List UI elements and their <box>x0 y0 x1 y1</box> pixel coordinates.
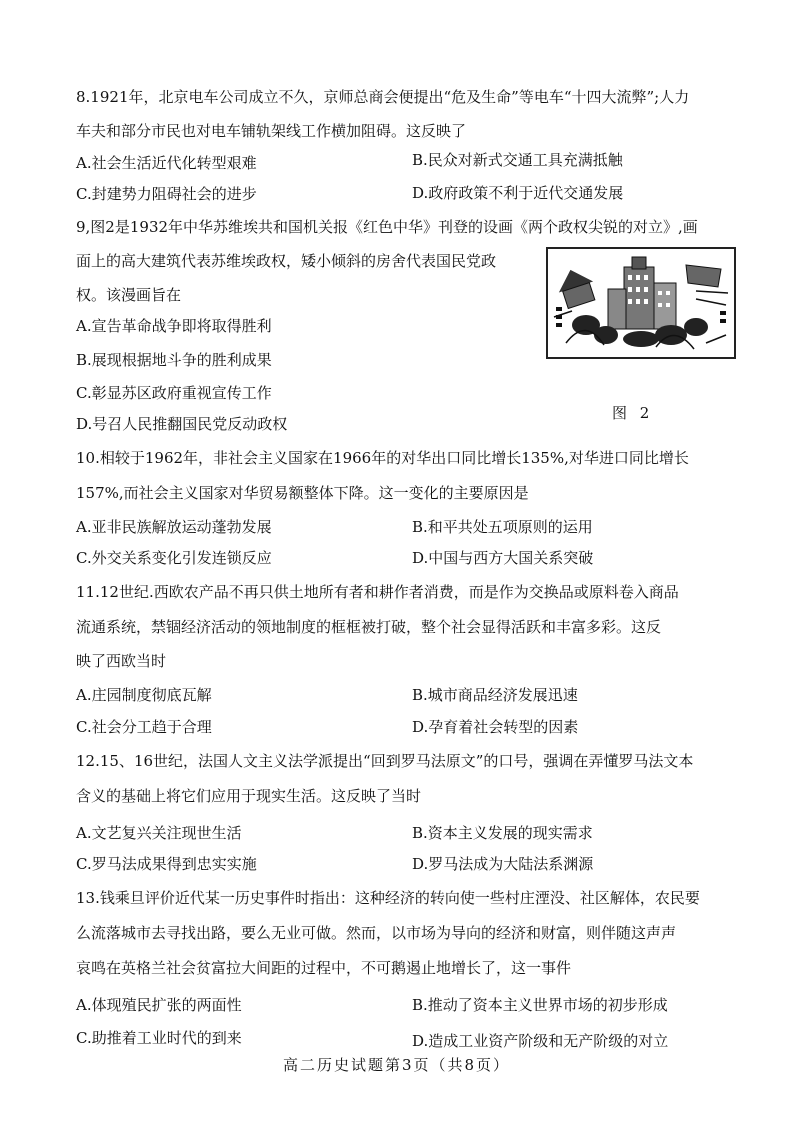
q10-option-c: C.外交关系变化引发连锁反应 <box>76 549 272 567</box>
q11-stem-line1: 11.12世纪.西欧农产品不再只供土地所有者和耕作者消费，而是作为交换品或原料卷入商品 <box>76 583 679 601</box>
figure-caption: 图 2 <box>612 404 654 422</box>
q8-stem-line1: 8.1921年，北京电车公司成立不久，京师总商会便提出“危及生命”等电车“十四大流弊”;人力 <box>76 88 690 106</box>
q8-option-a: A.社会生活近代化转型艰难 <box>76 154 257 172</box>
q13-stem-line2: 么流落城市去寻找出路，要么无业可做。然而，以市场为导向的经济和财富，则伴随这声声 <box>76 924 677 942</box>
q10-option-a: A.亚非民族解放运动蓬勃发展 <box>76 518 272 536</box>
q9-option-a: A.宣告革命战争即将取得胜利 <box>76 317 272 335</box>
q12-option-d: D.罗马法成为大陆法系渊源 <box>412 855 594 873</box>
q8-option-c: C.封建势力阻碍社会的进步 <box>76 185 257 203</box>
q11-option-c: C.社会分工趋于合理 <box>76 718 212 736</box>
q13-option-b: B.推动了资本主义世界市场的初步形成 <box>412 996 668 1014</box>
q10-stem-line2: 157%,而社会主义国家对华贸易额整体下降。这一变化的主要原因是 <box>76 484 529 502</box>
q13-stem-line3: 哀鸣在英格兰社会贫富拉大间距的过程中，不可鹅遏止地增长了，这一事件 <box>76 959 572 977</box>
q13-option-c: C.助推着工业时代的到来 <box>76 1029 242 1047</box>
q9-stem-line2: 面上的高大建筑代表苏维埃政权，矮小倾斜的房舍代表国民党政 <box>76 252 497 270</box>
q9-option-c: C.彰显苏区政府重视宣传工作 <box>76 384 272 402</box>
q9-option-b: B.展现根据地斗争的胜利成果 <box>76 351 272 369</box>
q13-stem-line1: 13.钱乘旦评价近代某一历史事件时指出：这种经济的转向使一些村庄湮没、社区解体，农民要 <box>76 889 700 907</box>
q11-option-b: B.城市商品经济发展迅速 <box>412 686 578 704</box>
q8-option-b: B.民众对新式交通工具充满抵触 <box>412 151 623 169</box>
q11-stem-line2: 流通系统，禁锢经济活动的领地制度的框框被打破，整个社会显得活跃和丰富多彩。这反 <box>76 618 662 636</box>
q9-stem-line1: 9,图2是1932年中华苏维埃共和国机关报《红色中华》刊登的设画《两个政权尖锐的对立》,画 <box>76 218 698 236</box>
cartoon-figure <box>546 247 736 359</box>
q12-option-a: A.文艺复兴关注现世生活 <box>76 824 242 842</box>
q13-option-a: A.体现殖民扩张的两面性 <box>76 996 242 1014</box>
q9-option-d: D.号召人民推翻国民党反动政权 <box>76 415 288 433</box>
page-footer: 高二历史试题第3页（共8页） <box>282 1056 511 1074</box>
q10-option-d: D.中国与西方大国关系突破 <box>412 549 594 567</box>
q10-stem-line1: 10.相较于1962年，非社会主义国家在1966年的对华出口同比增长135%,对华进口同比增长 <box>76 449 689 467</box>
q11-option-a: A.庄园制度彻底瓦解 <box>76 686 212 704</box>
q12-stem-line1: 12.15、16世纪，法国人文主义法学派提出“回到罗马法原文”的口号，强调在弄懂罗马法文本 <box>76 752 694 770</box>
q9-stem-line3: 权。该漫画旨在 <box>76 286 182 304</box>
q8-stem-line2: 车夫和部分市民也对电车铺轨架线工作横加阻碍。这反映了 <box>76 122 467 140</box>
q13-option-d: D.造成工业资产阶级和无产阶级的对立 <box>412 1032 669 1050</box>
q11-option-d: D.孕育着社会转型的因素 <box>412 718 579 736</box>
q8-option-d: D.政府政策不利于近代交通发展 <box>412 184 624 202</box>
q12-stem-line2: 含义的基础上将它们应用于现实生活。这反映了当时 <box>76 787 422 805</box>
q10-option-b: B.和平共处五项原则的运用 <box>412 518 593 536</box>
q12-option-b: B.资本主义发展的现实需求 <box>412 824 593 842</box>
q12-option-c: C.罗马法成果得到忠实实施 <box>76 855 257 873</box>
q11-stem-line3: 映了西欧当时 <box>76 652 167 670</box>
